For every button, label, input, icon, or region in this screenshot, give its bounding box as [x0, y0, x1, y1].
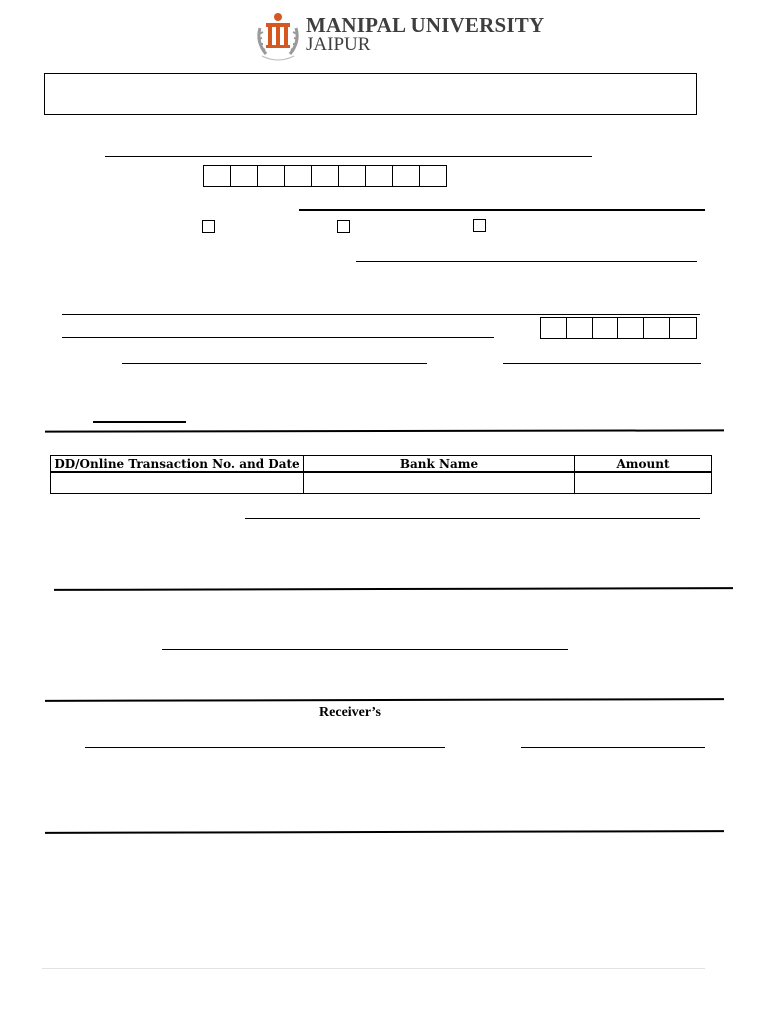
registration-digit-box[interactable] [312, 166, 339, 186]
option-checkbox-3[interactable] [473, 219, 486, 232]
detail-field-line[interactable] [356, 261, 697, 262]
section-divider-1 [45, 429, 724, 432]
section-divider-2 [54, 587, 733, 591]
pincode-digit-box[interactable] [593, 318, 619, 338]
registration-digit-box[interactable] [231, 166, 258, 186]
option-checkbox-2[interactable] [337, 220, 350, 233]
receiver-name-line[interactable] [85, 747, 445, 748]
transaction-cell[interactable] [51, 472, 304, 494]
table-header-bank: Bank Name [304, 456, 575, 473]
name-field-line[interactable] [105, 156, 592, 157]
registration-digit-box[interactable] [393, 166, 420, 186]
contact-field-line-2[interactable] [503, 363, 701, 364]
registration-digit-box[interactable] [420, 166, 447, 186]
registration-digit-box[interactable] [285, 166, 312, 186]
pincode-digit-box[interactable] [670, 318, 697, 338]
signature-field-line[interactable] [162, 649, 568, 650]
university-logo [252, 8, 304, 64]
pincode-digit-box[interactable] [541, 318, 567, 338]
university-name-line1: MANIPAL UNIVERSITY [306, 13, 545, 37]
program-field-line[interactable] [299, 209, 705, 211]
registration-digit-box[interactable] [339, 166, 366, 186]
payment-remarks-line[interactable] [245, 518, 700, 519]
section-divider-4 [45, 830, 724, 834]
amount-cell[interactable] [575, 472, 712, 494]
option-checkbox-1[interactable] [202, 220, 215, 233]
address-line-1[interactable] [62, 314, 700, 315]
registration-digit-box[interactable] [204, 166, 231, 186]
payment-details-table [50, 455, 712, 494]
form-title-box [44, 73, 697, 115]
table-row [51, 472, 712, 494]
pincode-digit-box[interactable] [567, 318, 593, 338]
registration-digit-box[interactable] [258, 166, 285, 186]
pincode-boxes[interactable] [540, 317, 697, 339]
receiver-date-line[interactable] [521, 747, 705, 748]
table-header-amount: Amount [575, 456, 712, 473]
receiver-heading: Receiver’s [319, 705, 381, 720]
section-divider-3 [45, 698, 724, 702]
contact-field-line-1[interactable] [122, 363, 427, 364]
amount-field-line[interactable] [93, 421, 186, 423]
registration-digit-box[interactable] [366, 166, 393, 186]
logo-emblem-icon [252, 8, 304, 64]
bank-name-cell[interactable] [304, 472, 575, 494]
registration-number-boxes[interactable] [203, 165, 447, 187]
university-name-line2: JAIPUR [306, 34, 371, 55]
table-header-transaction: DD/Online Transaction No. and Date [51, 456, 304, 473]
address-line-2[interactable] [62, 337, 494, 338]
pincode-digit-box[interactable] [644, 318, 670, 338]
page-bottom-rule [42, 968, 705, 969]
pincode-digit-box[interactable] [618, 318, 644, 338]
